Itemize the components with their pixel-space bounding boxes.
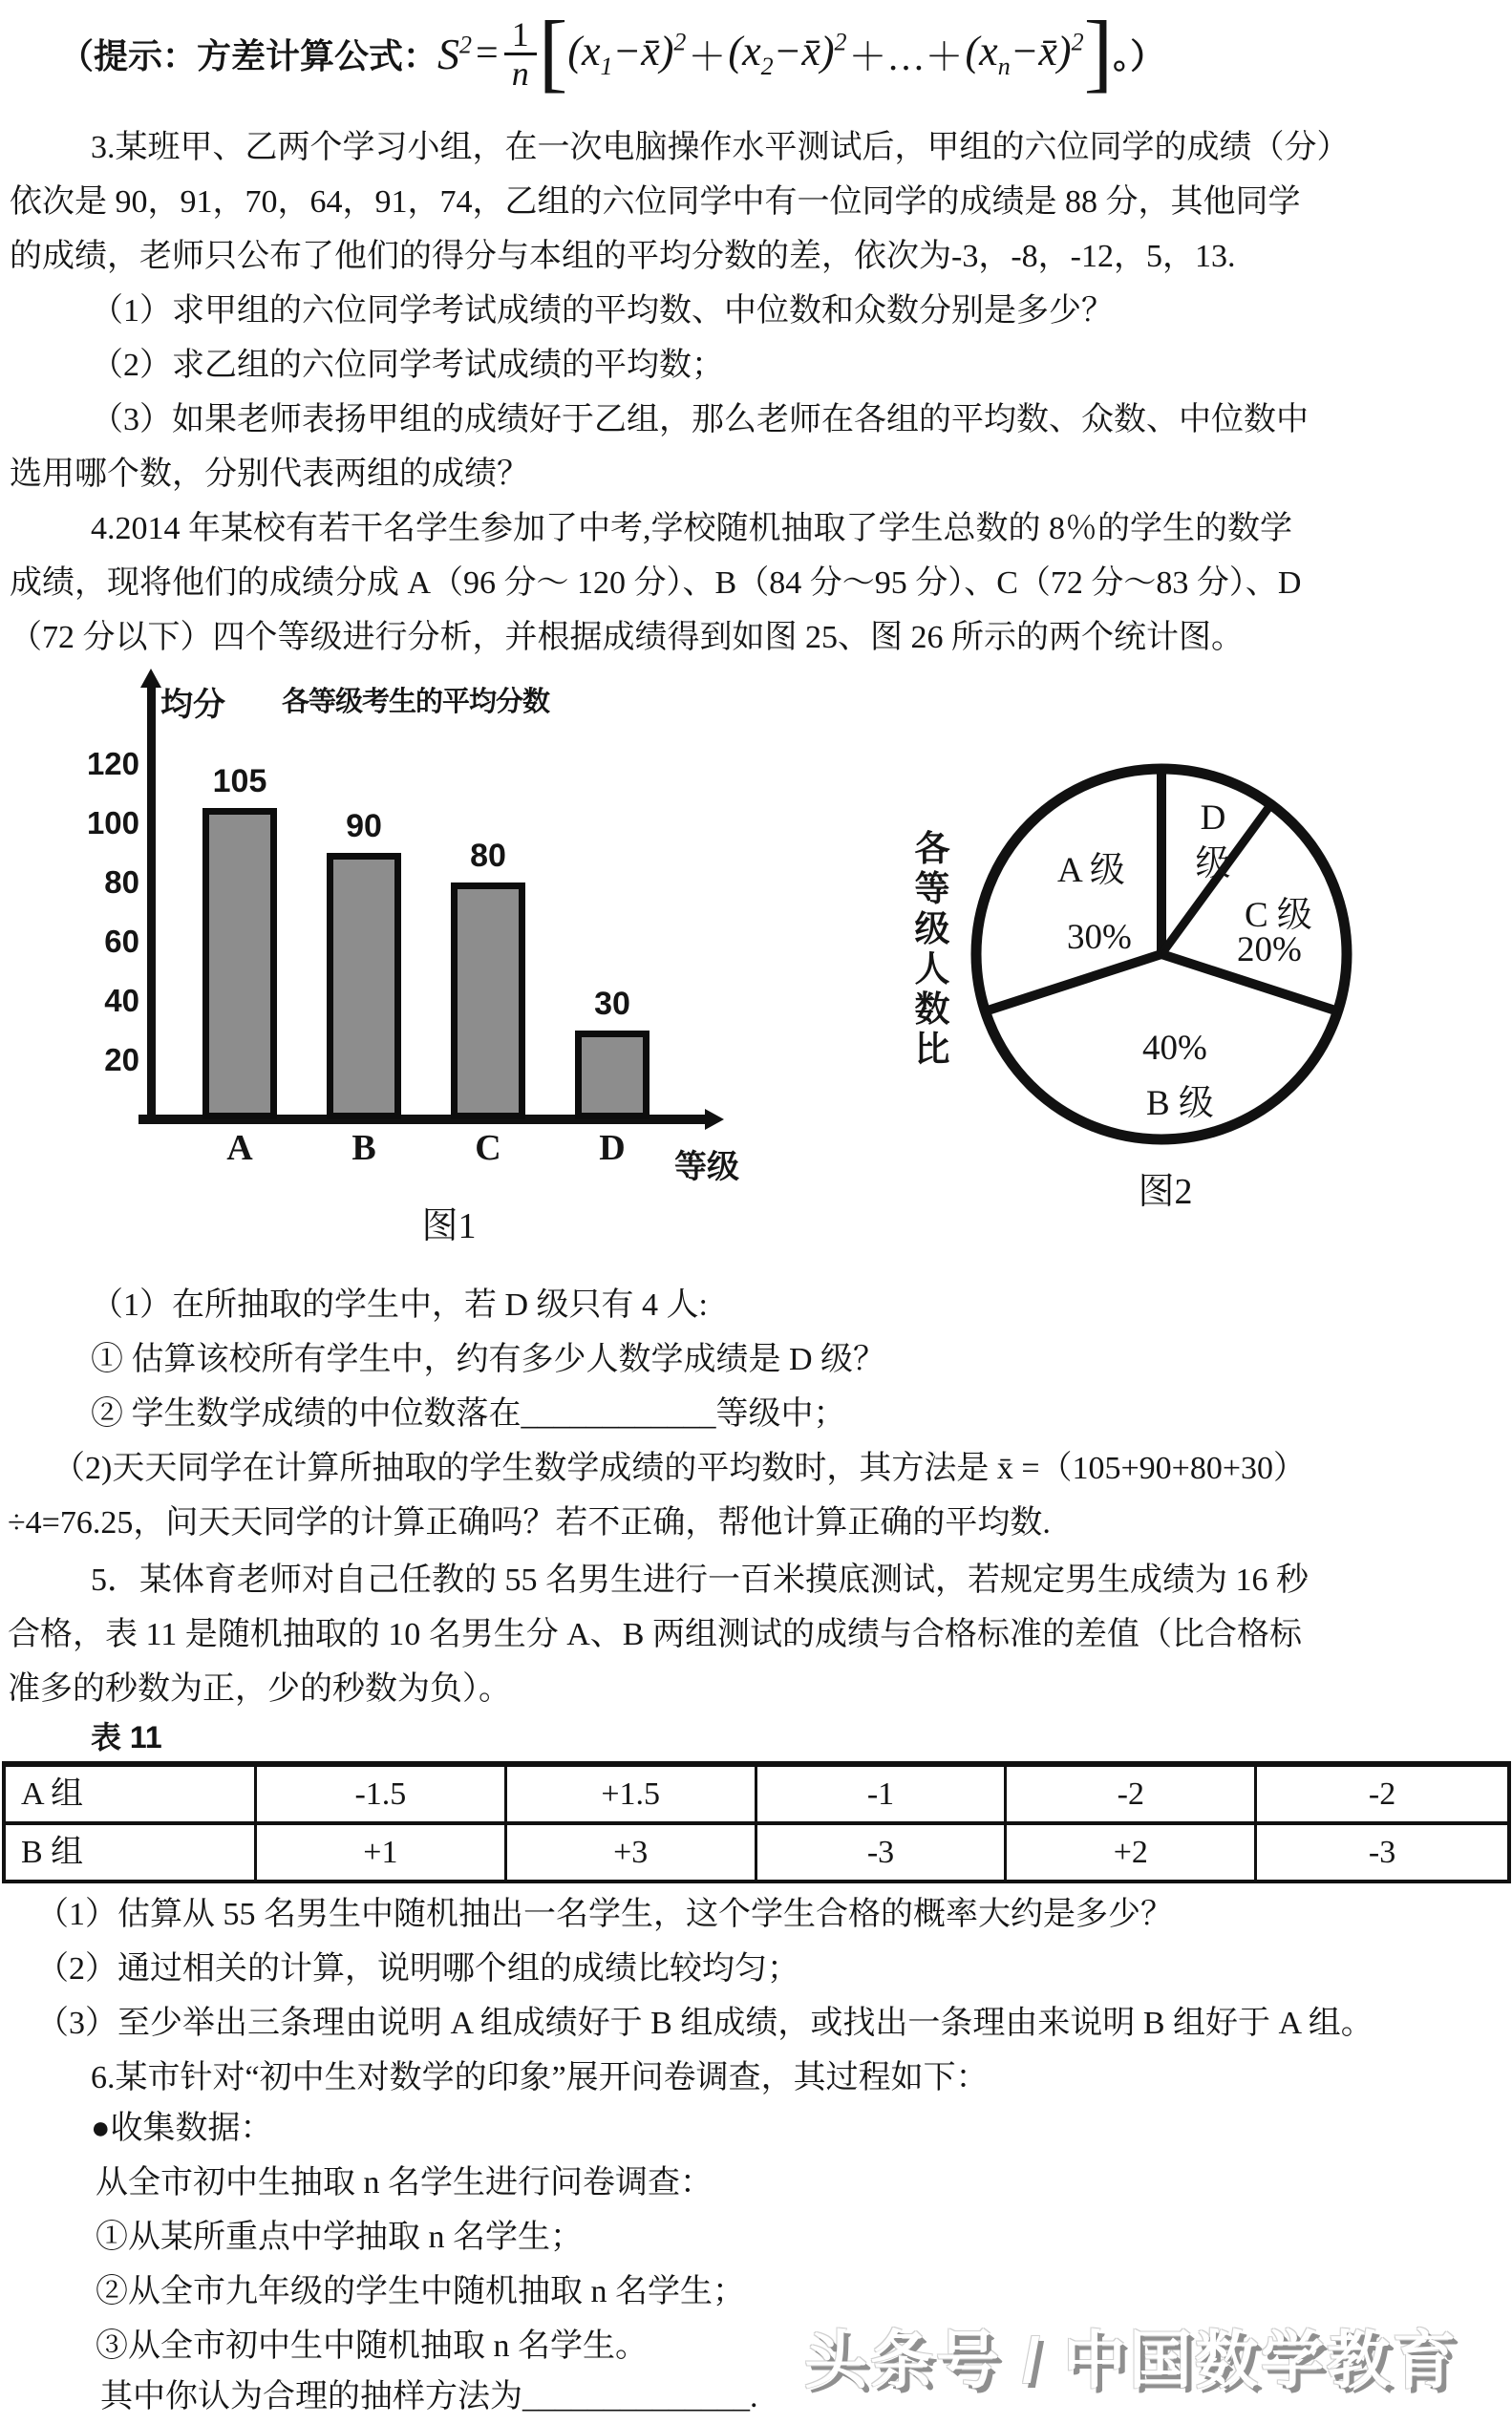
y-axis xyxy=(147,684,156,1124)
category-label-c: C xyxy=(475,1128,501,1168)
problem4-q2-cont: ÷4=76.25，问天天同学的计算正确吗？若不正确，帮他计算正确的平均数. xyxy=(8,1505,1051,1541)
problem6-option1: ①从某所重点中学抽取 n 名学生； xyxy=(96,2220,583,2255)
problem6-option3: ③从全市初中生中随机抽取 n 名学生。 xyxy=(96,2328,648,2364)
plus-sign: ＋ xyxy=(688,34,727,78)
slice-label-c: C 级 xyxy=(1245,896,1312,935)
table11 xyxy=(2,1761,1511,1883)
problem4-line: 成绩，现将他们的成绩分成 A（96 分～ 120 分）、B（84 分～95 分）、C（72 分～83 分）、D xyxy=(10,565,1302,601)
bar-grade-b xyxy=(327,853,401,1119)
formula-prefix: （提示：方差计算公式： xyxy=(59,35,438,75)
formula-s-squared: $S^2$ xyxy=(437,29,473,78)
formula-term-1: $(x_1-x̄)^2$ xyxy=(567,27,687,80)
variance-formula xyxy=(59,3,1165,100)
bar-grade-a xyxy=(202,808,277,1119)
formula-suffix: 。） xyxy=(1113,35,1165,75)
problem4-line: 4.2014 年某校有若干名学生参加了中考,学校随机抽取了学生总数的 8％的学生的数学 xyxy=(91,511,1292,546)
left-bracket: [ xyxy=(538,3,568,100)
figure2-caption: 图2 xyxy=(1138,1172,1193,1212)
category-label-d: D xyxy=(599,1128,626,1168)
bar-value-a: 105 xyxy=(212,763,267,799)
chart-title: 各等级考生的平均分数 xyxy=(282,687,550,717)
category-label-a: A xyxy=(226,1128,253,1168)
problem3-line: 依次是 90，91，70，64，91，74，乙组的六位同学中有一位同学的成绩是 88 分，其他同学 xyxy=(10,184,1301,220)
problem3-line: 的成绩，老师只公布了他们的得分与本组的平均分数的差，依次为-3，-8，-12，5，13. xyxy=(10,239,1236,274)
figure1-caption: 图1 xyxy=(421,1206,477,1246)
collect-data-heading: ●收集数据： xyxy=(91,2111,273,2146)
y-tick-60: 60 xyxy=(104,924,139,959)
table-cell: -3 xyxy=(1368,1835,1396,1870)
problem5-q3: （3）至少举出三条理由说明 A 组成绩好于 B 组成绩，或找出一条理由来说明 B 组好于 A 组。 xyxy=(36,2006,1374,2041)
y-tick-100: 100 xyxy=(86,805,139,840)
fraction-1-over-n: $\frac{1}{n}$ xyxy=(504,16,537,92)
bar-grade-c xyxy=(451,882,525,1119)
problem3-q3: （3）如果老师表扬甲组的成绩好于乙组，那么老师在各组的平均数、众数、中位数中 xyxy=(91,402,1309,437)
problem4-q1-sub1: ① 估算该校所有学生中，约有多少人数学成绩是 D 级？ xyxy=(91,1342,886,1377)
x-axis-label: 等级 xyxy=(674,1149,739,1185)
problem6-answer-blank: 其中你认为合理的抽样方法为______________. xyxy=(100,2379,758,2414)
table11-label: 表 11 xyxy=(91,1720,162,1754)
y-tick-80: 80 xyxy=(104,864,139,900)
category-label-b: B xyxy=(351,1128,376,1168)
problem4-line: （72 分以下）四个等级进行分析，并根据成绩得到如图 25、图 26 所示的两个统计图。 xyxy=(10,620,1244,655)
problem4-q2: （2)天天同学在计算所抽取的学生数学成绩的平均数时，其方法是 x̄ =（105+90+80+30） xyxy=(53,1451,1307,1486)
bar-value-c: 80 xyxy=(470,838,506,874)
y-tick-20: 20 xyxy=(104,1042,139,1077)
watermark-toutiao-china-math-education: 头条号 / 中国数学教育 xyxy=(804,2325,1459,2395)
slice-pct-a: 30% xyxy=(1067,918,1132,957)
problem5-q1: （1）估算从 55 名男生中随机抽出一名学生，这个学生合格的概率大约是多少？ xyxy=(36,1897,1173,1932)
y-tick-40: 40 xyxy=(104,983,139,1018)
pie-side-label: 各 等 级 人 数 比 xyxy=(914,829,950,1069)
table-cell: +2 xyxy=(1007,1825,1257,1880)
y-axis-label: 均分 xyxy=(160,687,225,723)
problem6-option2: ②从全市九年级的学生中随机抽取 n 名学生； xyxy=(96,2274,745,2309)
problem5-line: 合格，表 11 是随机抽取的 10 名男生分 A、B 两组测试的成绩与合格标准的差值（比合格标 xyxy=(8,1617,1302,1652)
table-cell: +3 xyxy=(507,1825,757,1880)
problem4-q1-sub2: ② 学生数学成绩的中位数落在____________等级中； xyxy=(91,1396,846,1432)
table-row-header: A 组 xyxy=(6,1767,257,1825)
problem5-line: 准多的秒数为正，少的秒数为负）。 xyxy=(8,1671,511,1707)
problem6-intro: 6.某市针对“初中生对数学的印象”展开问卷调查，其过程如下： xyxy=(91,2060,989,2095)
problem3-q2: （2）求乙组的六位同学考试成绩的平均数； xyxy=(91,348,724,383)
table-cell: +1 xyxy=(257,1825,507,1880)
bar-grade-d xyxy=(575,1031,650,1119)
right-bracket: ] xyxy=(1083,3,1114,100)
table-cell: -3 xyxy=(757,1825,1008,1880)
table-cell: +1.5 xyxy=(507,1767,757,1825)
slice-label-d: D 级 xyxy=(1195,798,1231,883)
table-cell: -2 xyxy=(1007,1767,1257,1825)
formula-term-n: $(x_n-x̄)^2$ xyxy=(965,27,1084,80)
formula-term-2: $(x_2-x̄)^2$ xyxy=(728,27,847,80)
problem6-line: 从全市初中生抽取 n 名学生进行问卷调查： xyxy=(96,2165,713,2201)
pie-chart-figure2 xyxy=(888,707,1442,1261)
problem4-q1: （1）在所抽取的学生中，若 D 级只有 4 人: xyxy=(91,1287,708,1323)
problem3-line: 3.某班甲、乙两个学习小组，在一次电脑操作水平测试后，甲组的六位同学的成绩（分） xyxy=(91,130,1350,165)
table-cell: -2 xyxy=(1257,1767,1507,1825)
slice-pct-b: 40% xyxy=(1142,1029,1207,1068)
slice-label-b: B 级 xyxy=(1146,1084,1214,1123)
bar-value-b: 90 xyxy=(346,808,382,844)
problem3-q3-cont: 选用哪个数，分别代表两组的成绩？ xyxy=(10,457,529,492)
slice-pct-c: 20% xyxy=(1237,930,1302,969)
bar-chart-figure1 xyxy=(86,669,764,1256)
x-axis-arrow xyxy=(705,1109,724,1130)
problem5-q2: （2）通过相关的计算，说明哪个组的成绩比较均匀； xyxy=(36,1951,799,1987)
table-cell: -1.5 xyxy=(257,1767,507,1825)
problem5-line: 5．某体育老师对自己任教的 55 名男生进行一百米摸底测试，若规定男生成绩为 16 秒 xyxy=(91,1563,1309,1598)
equals-sign: = xyxy=(476,32,499,75)
problem3-q1: （1）求甲组的六位同学考试成绩的平均数、中位数和众数分别是多少？ xyxy=(91,293,1114,329)
plus-ellipsis: ＋…＋ xyxy=(848,34,964,78)
table-row-header: B 组 xyxy=(6,1825,257,1880)
y-tick-120: 120 xyxy=(86,746,139,781)
slice-label-a: A 级 xyxy=(1057,851,1125,890)
table-cell: -1 xyxy=(757,1767,1008,1825)
bar-value-d: 30 xyxy=(594,986,630,1022)
